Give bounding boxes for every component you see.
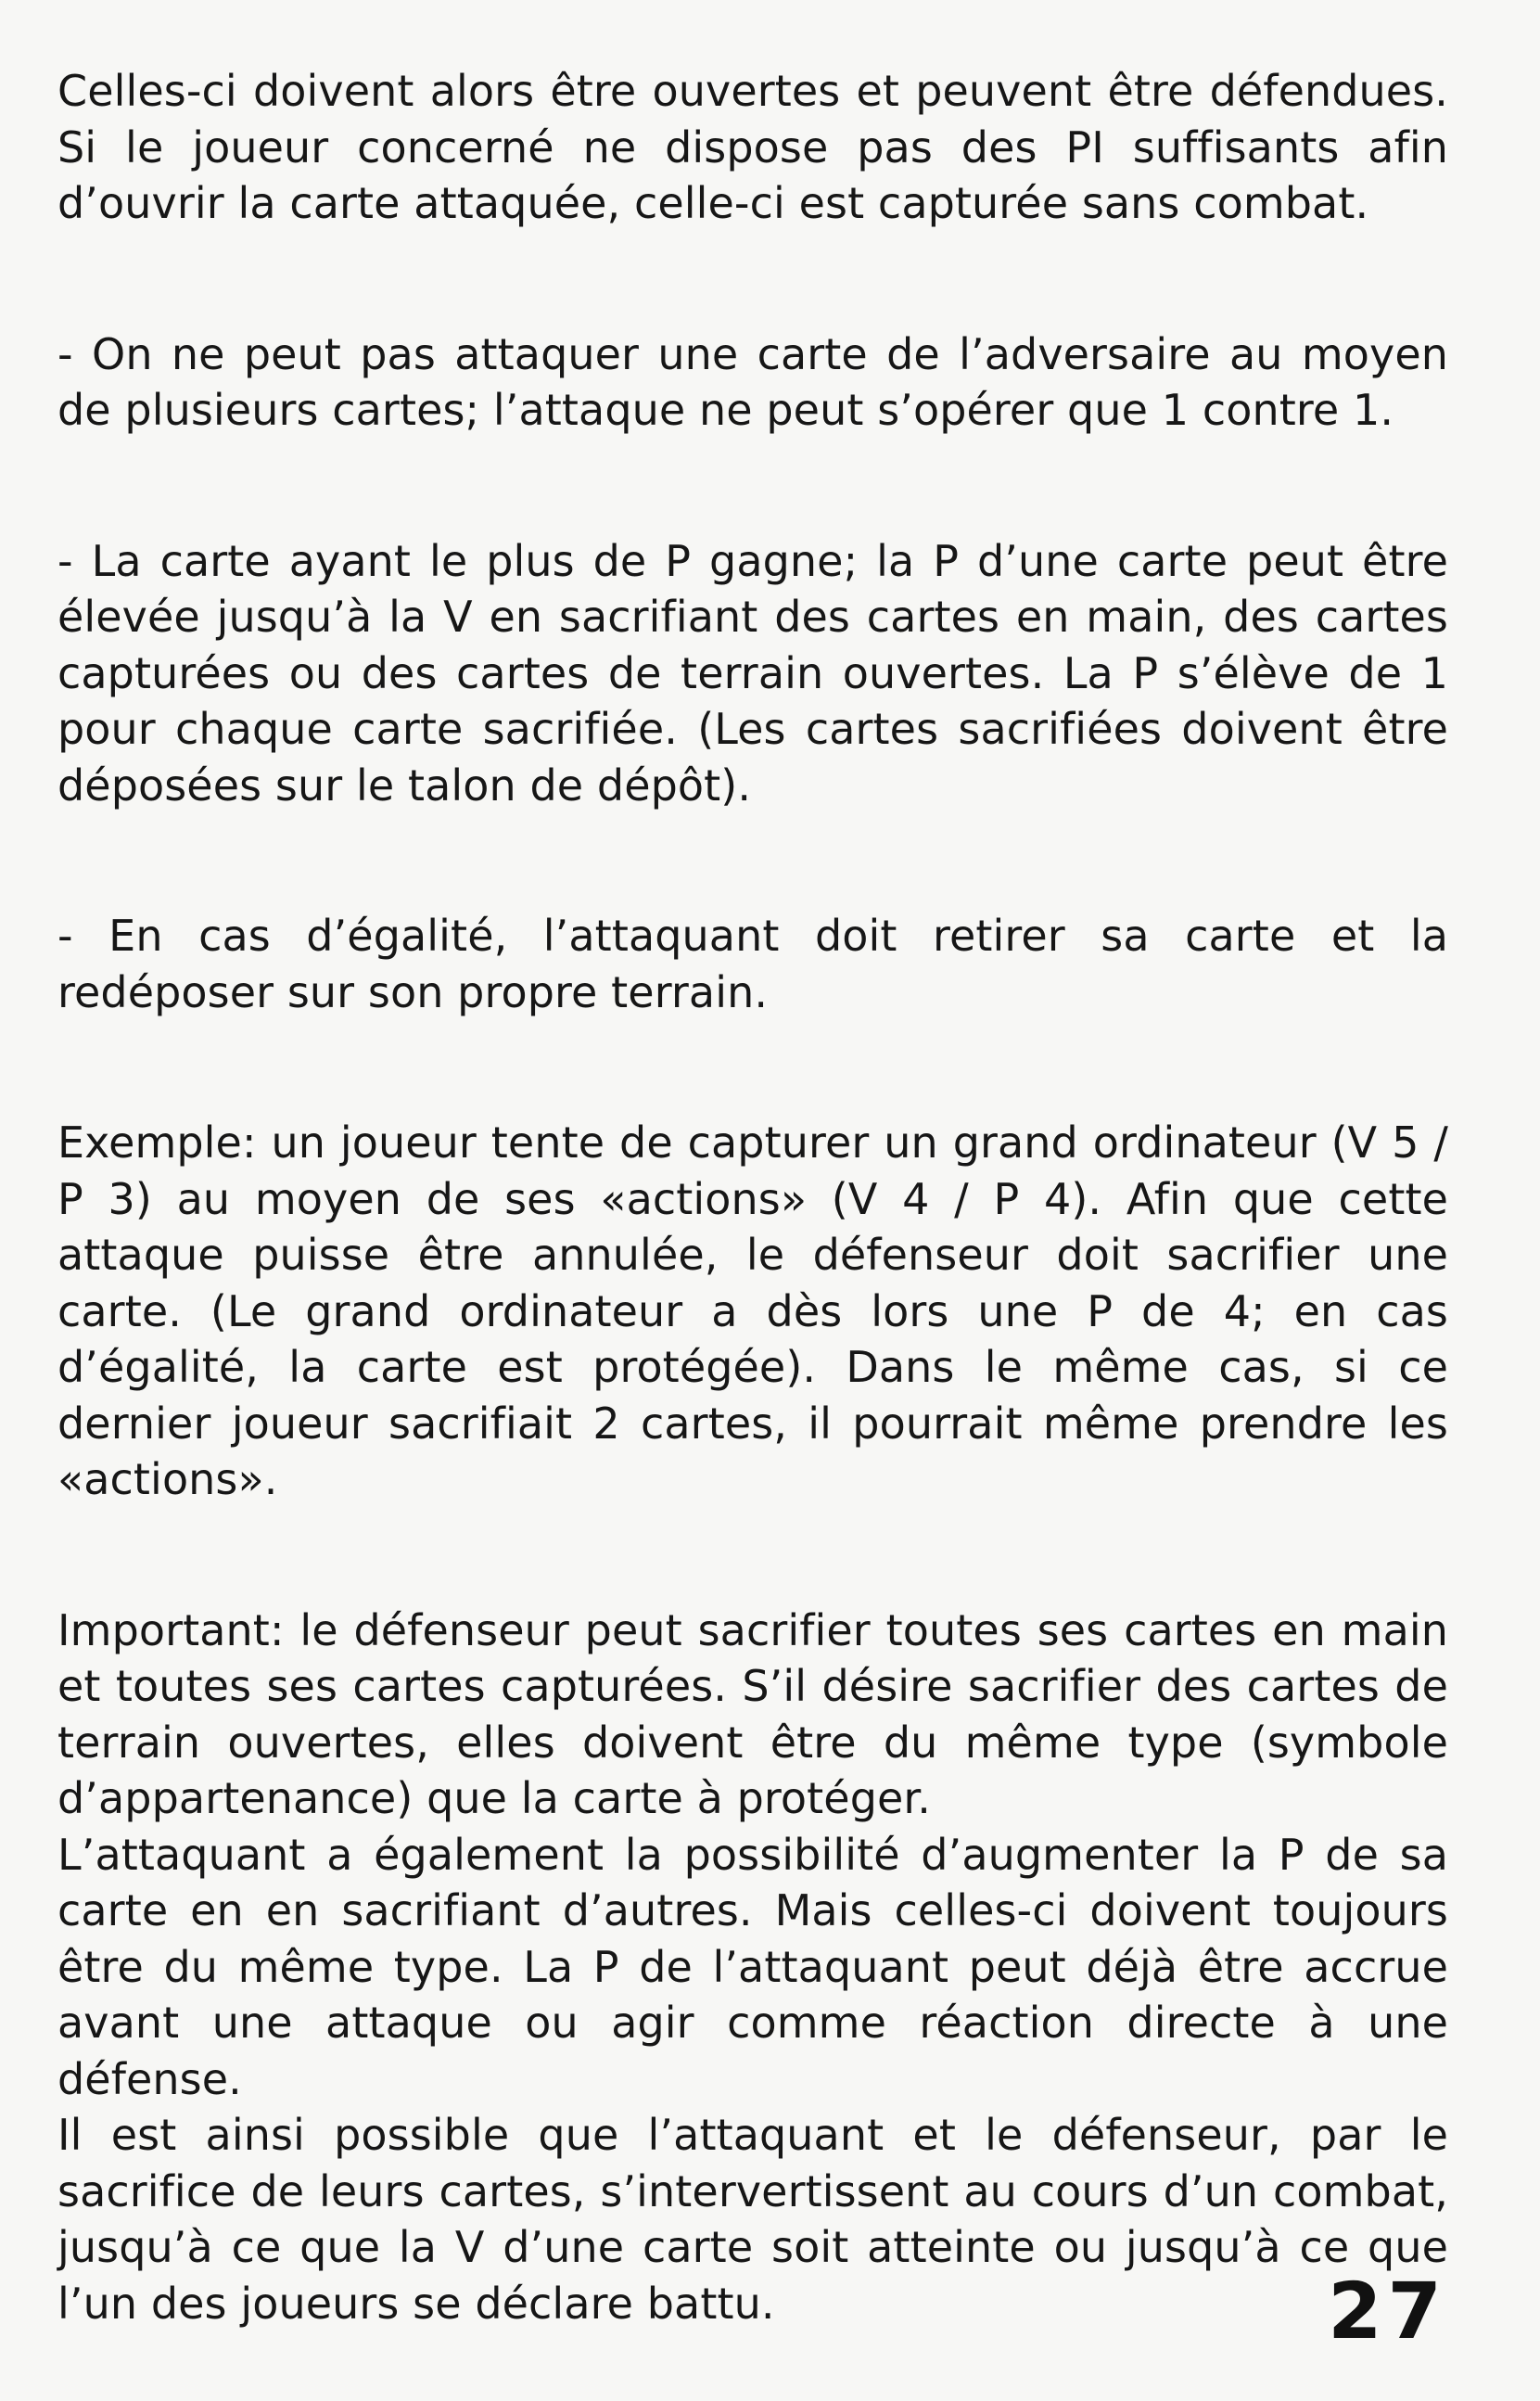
important-swap: Il est ainsi possible que l’attaquant et le défenseur, par le sacrifice de leurs cartes, s’intervertissent au cours d’un combat, jusqu’à ce que la V d’une carte soit atteinte ou jusqu’à ce que l’un des joueurs se déclare battu. [57, 2110, 1448, 2329]
paragraph-rule-tie: - En cas d’égalité, l’attaquant doit retirer sa carte et la redéposer sur son propre terrain. [57, 911, 1448, 1017]
important-defender: Important: le défenseur peut sacrifier toutes ses cartes en main et toutes ses cartes capturées. S’il désire sacrifier des cartes de terrain ouvertes, elles doivent être du même type (symbole d’appartenance) que la carte à protéger. [57, 1604, 1448, 1823]
paragraph-rule-power: - La carte ayant le plus de P gagne; la P d’une carte peut être élevée jusqu’à la V en sacrifiant des cartes en main, des cartes capturées ou des cartes de terrain ouvertes. La P s’élève de 1 pour chaque carte sacrifiée. (Les cartes sacrifiées doivent être déposées sur le talon de dépôt). [57, 535, 1448, 811]
paragraph-example: Exemple: un joueur tente de capturer un grand ordinateur (V 5 / P 3) au moyen de ses «actions» (V 4 / P 4). Afin que cette attaque puisse être annulée, le défenseur doit sacrifier une carte. (Le grand ordinateur a dès lors une P de 4; en cas d’égalité, la carte est protégée). Dans le même cas, si ce dernier joueur sacrifiait 2 cartes, il pourrait même prendre les «actions». [57, 1117, 1448, 1504]
document-page [57, 63, 1448, 2331]
paragraph-rule-one-vs-one: - On ne peut pas attaquer une carte de l’adversaire au moyen de plusieurs cartes; l’attaque ne peut s’opérer que 1 contre 1. [57, 328, 1448, 435]
paragraph-important [57, 1603, 1448, 2332]
page-number: 27 [1328, 2266, 1447, 2356]
paragraph-intro: Celles-ci doivent alors être ouvertes et peuvent être défendues. Si le joueur concerné ne dispose pas des PI suffisants afin d’ouvrir la carte attaquée, celle-ci est capturée sans combat. [57, 66, 1448, 228]
important-attacker: L’attaquant a également la possibilité d’augmenter la P de sa carte en en sacrifiant d’autres. Mais celles-ci doivent toujours être du même type. La P de l’attaquant peut déjà être accrue avant une attaque ou agir comme réaction directe à une défense. [57, 1829, 1448, 2104]
